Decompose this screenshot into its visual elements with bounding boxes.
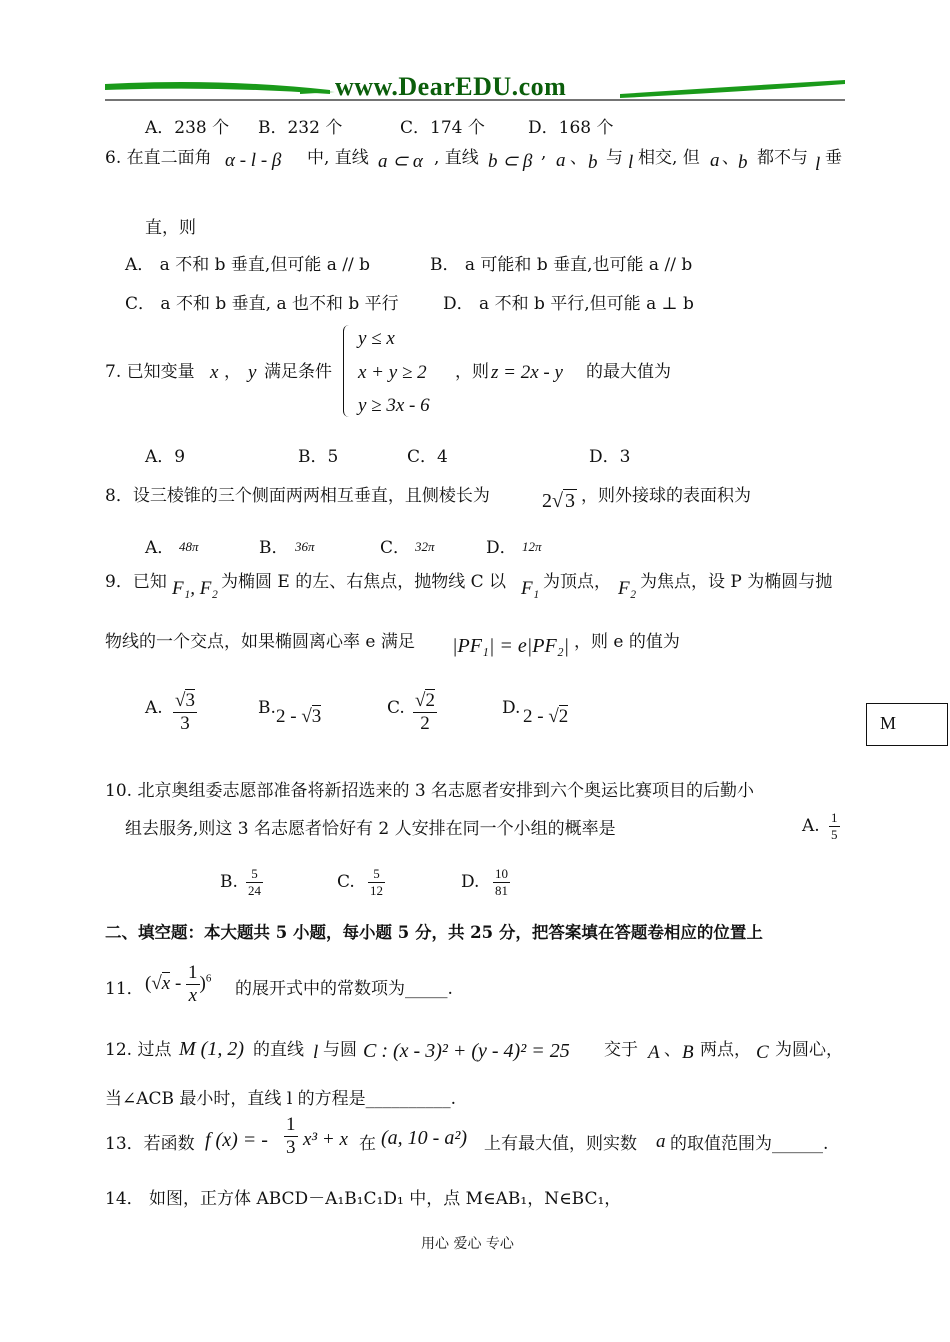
q7-condition-3: y ≥ 3x - 6: [358, 395, 430, 416]
q7-comma: ，: [224, 362, 241, 382]
q5-option-b: B．232 个: [258, 118, 343, 138]
q13-stem-2: 在: [359, 1134, 376, 1154]
q9-option-c-denominator: 2: [420, 713, 430, 734]
q7-option-b: B．5: [298, 447, 339, 467]
q10-option-d-numerator: 10: [495, 866, 508, 881]
q5-option-a: A．238 个: [145, 118, 230, 138]
q6-math-a-2: a: [710, 150, 720, 171]
q12-math-circle: C : (x - 3)² + (y - 4)² = 25: [363, 1040, 570, 1062]
q7-option-d: D．3: [589, 447, 631, 467]
q9-option-d-prefix: 2 -: [523, 706, 544, 727]
q6-math-l: l: [628, 152, 634, 173]
q9-stem-2: 为椭圆 E 的左、右焦点，抛物线 C 以: [221, 572, 507, 592]
q10-option-a-label: A.: [802, 816, 820, 836]
q13-math-fx: f (x) = -: [205, 1129, 268, 1151]
q6-stem-6: 相交, 但: [638, 148, 700, 168]
q9-math-equation: |PF₁| = e|PF₂|: [452, 635, 570, 657]
q13-stem-4: 的取值范围为______.: [670, 1134, 829, 1154]
q8-option-b-label: B．: [259, 538, 289, 558]
q6-math-a: a: [556, 150, 566, 171]
q9-option-b-prefix: 2 -: [276, 706, 297, 727]
q12-stem-5: 两点，: [700, 1040, 751, 1060]
q12-separator: 、: [664, 1040, 681, 1060]
q6-option-b: B． a 可能和 b 垂直,也可能 a // b: [430, 255, 693, 275]
q9-option-d-radicand: 2: [558, 706, 569, 727]
q11-fraction-denominator: x: [188, 985, 197, 1006]
q12-math-a: A: [648, 1042, 660, 1063]
q11-fraction: [186, 962, 200, 1007]
q10-option-d-denominator: 81: [495, 883, 508, 898]
q10-option-d-label: D.: [461, 872, 480, 892]
q10-option-b-label: B.: [220, 872, 238, 892]
q12-stem-4: 交于: [604, 1040, 638, 1060]
q8-length-coef: 2: [542, 490, 552, 512]
q6-option-a: A． a 不和 b 垂直,但可能 a // b: [125, 255, 370, 275]
q10-option-b-fraction: [246, 866, 263, 899]
q6-stem-8: 垂: [825, 148, 842, 168]
logo-text: www.DearEDU.com: [335, 72, 567, 101]
q8-option-d-value: 12π: [522, 539, 542, 554]
q7-stem-2: 满足条件: [264, 362, 332, 382]
q9-option-c-radicand: 2: [425, 690, 435, 711]
q11-tail: 的展开式中的常数项为_____.: [235, 979, 453, 999]
q11-exponent: 6: [205, 972, 212, 985]
q11-close-paren: ): [199, 972, 206, 994]
q12-math-l: l: [313, 1042, 319, 1063]
q7-option-a: A．9: [145, 447, 186, 467]
q8-option-a-value: 48π: [179, 539, 199, 554]
q6-math-b: b: [588, 152, 598, 173]
q6-option-c: C． a 不和 b 垂直, a 也不和 b 平行: [125, 294, 399, 314]
q12-stem-6: 为圆心，: [775, 1040, 843, 1060]
q13-math-a: a: [656, 1131, 666, 1152]
q6-stem-5: 与: [606, 148, 623, 168]
q10-option-c-numerator: 5: [368, 866, 385, 883]
q12-line-2: 当∠ACB 最小时，直线 l 的方程是__________.: [105, 1089, 457, 1109]
q9-stem-6: ，则 e 的值为: [574, 632, 680, 652]
q12-stem-1: 12. 过点: [105, 1040, 172, 1060]
q9-option-b-label: B.: [258, 698, 276, 718]
side-box-label: M: [880, 713, 897, 733]
q10-option-b-numerator: 5: [246, 866, 263, 883]
q8-option-b-value: 36π: [295, 539, 315, 554]
q10-option-a-denominator: 5: [831, 827, 838, 842]
q9-math-f2: F₂: [618, 578, 637, 599]
q6-stem-7: 都不与: [757, 148, 808, 168]
q12-stem-3: 与圆: [323, 1040, 357, 1060]
q8-option-c-label: C．: [380, 538, 411, 558]
q7-math-y: y: [248, 362, 257, 383]
q11-fraction-numerator: 1: [188, 962, 198, 983]
q7-stem-1: 7. 已知变量: [105, 362, 195, 382]
q6-line-2: 直，则: [145, 218, 196, 238]
q9-stem-4: 为焦点，设 P 为椭圆与抛: [640, 572, 833, 592]
q7-stem-4: 的最大值为: [586, 362, 671, 382]
q11-radicand: x: [161, 972, 171, 994]
q9-math-f1: F₁: [521, 578, 540, 599]
q9-option-a-denominator: 3: [180, 713, 190, 734]
q7-condition-2: x + y ≥ 2: [358, 362, 427, 383]
side-box: [866, 703, 948, 746]
q10-line-2: 组去服务,则这 3 名志愿者恰好有 2 人安排在同一个小组的概率是: [125, 819, 616, 839]
q8-option-c-value: 32π: [415, 539, 435, 554]
q12-math-c: C: [756, 1042, 769, 1063]
q9-option-a-label: A.: [145, 698, 163, 718]
q7-condition-1: y ≤ x: [358, 328, 395, 349]
q9-stem-1: 9．已知: [105, 572, 167, 592]
q9-stem-3: 为顶点，: [543, 572, 611, 592]
q11-open-paren: (: [145, 972, 152, 994]
q7-math-z: z = 2x - y: [491, 362, 563, 383]
q12-math-b: B: [682, 1042, 694, 1063]
q6-stem-1: 6. 在直二面角: [105, 148, 212, 168]
q13-fraction: [284, 1114, 298, 1159]
q9-option-d-value: 2 - √2: [523, 706, 569, 727]
q6-option-d: D． a 不和 b 平行,但可能 a ⊥ b: [443, 294, 694, 314]
q7-stem-3: ，则: [455, 362, 489, 382]
q6-math-b-2: b: [738, 152, 748, 173]
q6-stem-2: 中, 直线: [307, 148, 369, 168]
q6-stem-3: , 直线: [434, 148, 479, 168]
q6-separator: 、: [570, 148, 587, 168]
q10-option-c-fraction: [368, 866, 385, 899]
footer-text: 用心 爱心 专心: [421, 1236, 514, 1252]
q9-option-b-radicand: 3: [311, 706, 322, 727]
q13-fraction-numerator: 1: [286, 1114, 296, 1135]
q5-option-c: C．174 个: [400, 118, 485, 138]
q7-brace-icon: [343, 325, 352, 417]
q8-option-d-label: D．: [486, 538, 517, 558]
q10-option-d-fraction: [493, 866, 510, 899]
q10-option-a-numerator: 1: [831, 810, 838, 825]
q14-text: 14． 如图，正方体 ABCD－A₁B₁C₁D₁ 中，点 M∈AB₁，N∈BC₁，: [105, 1189, 622, 1209]
q6-separator-2: 、: [722, 148, 739, 168]
q13-stem-1: 13．若函数: [105, 1134, 195, 1154]
q8-sqrt: √ 3: [552, 490, 575, 512]
q9-option-a-numerator: √3: [175, 690, 195, 711]
q5-option-d: D．168 个: [528, 118, 614, 138]
q7-math-x: x: [210, 362, 219, 383]
q6-math-dihedral: α - l - β: [225, 150, 282, 171]
q10-option-c-denominator: 12: [370, 883, 383, 898]
q8-length-radicand: 3: [564, 490, 575, 512]
q10-line-1: 10. 北京奥组委志愿部准备将新招选来的 3 名志愿者安排到六个奥运比赛项目的后勤小: [105, 781, 755, 801]
q9-math-f1f2: F₁, F₂: [172, 578, 218, 599]
q13-fraction-denominator: 3: [286, 1137, 296, 1158]
q9-option-c-fraction: [413, 690, 437, 735]
q6-math-l-2: l: [815, 154, 821, 175]
header-logo: [100, 70, 850, 110]
q8-stem-2: ，则外接球的表面积为: [581, 486, 751, 506]
q10-option-b-denominator: 24: [248, 883, 261, 898]
q10-option-c-label: C.: [337, 872, 355, 892]
q9-stem-5: 物线的一个交点，如果椭圆离心率 e 满足: [105, 632, 415, 652]
q10-option-a-fraction: [829, 810, 840, 843]
q12-math-point: M (1, 2): [179, 1038, 244, 1060]
q13-math-interval: (a, 10 - a²): [381, 1127, 467, 1149]
q13-stem-3: 上有最大值，则实数: [484, 1134, 637, 1154]
q9-option-b-value: 2 - √3: [276, 706, 322, 727]
q9-option-a-radicand: 3: [185, 690, 195, 711]
q9-option-c-numerator: √2: [415, 690, 435, 711]
q6-math-a-in-alpha: a ⊂ α: [378, 151, 423, 172]
q7-option-c: C．4: [407, 447, 448, 467]
q11-minus: -: [174, 972, 182, 994]
q9-option-c-label: C.: [387, 698, 405, 718]
q11-number: 11．: [105, 979, 144, 999]
q13-math-rest: x³ + x: [303, 1129, 348, 1150]
q11-expression: (√x - $\frac{1}{x}$ )$^6$: [145, 962, 212, 1006]
q9-option-a-fraction: [173, 690, 197, 735]
q8-stem-1: 8．设三棱锥的三个侧面两两相互垂直，且侧棱长为: [105, 486, 490, 506]
q6-math-b-in-beta: b ⊂ β: [488, 151, 533, 172]
q8-option-a-label: A．: [145, 538, 175, 558]
q9-option-d-label: D.: [502, 698, 521, 718]
q8-math-length: [542, 490, 577, 513]
q12-stem-2: 的直线: [253, 1040, 304, 1060]
section-2-heading: 二、填空题：本大题共 5 小题，每小题 5 分，共 25 分，把答案填在答题卷相应的位置上: [105, 923, 763, 942]
q6-stem-4: ,: [541, 143, 547, 163]
